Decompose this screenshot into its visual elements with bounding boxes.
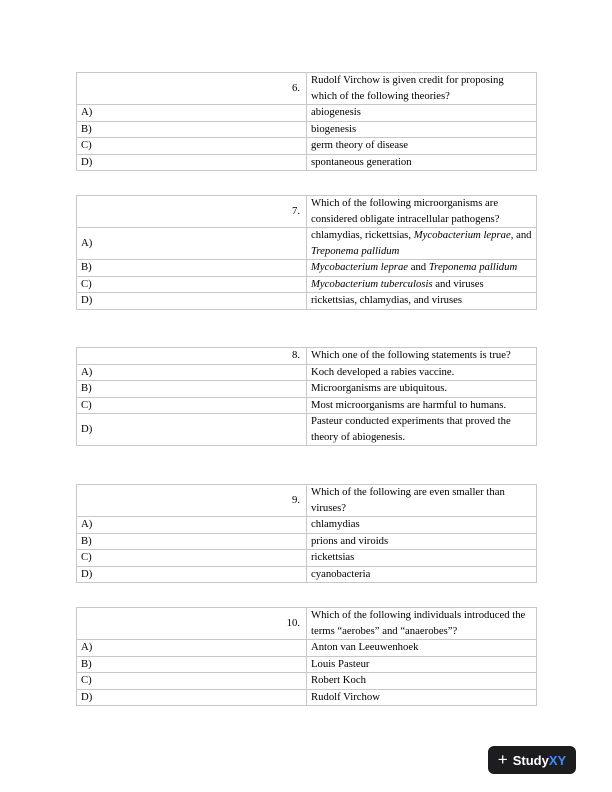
studyxy-badge[interactable] (488, 746, 576, 774)
plus-icon: + (497, 750, 508, 769)
species-name: Treponema pallidum (428, 261, 518, 273)
option-letter: A) (77, 105, 307, 122)
option-letter: A) (77, 228, 307, 260)
question-number: 10. (77, 608, 307, 640)
question-number: 7. (77, 196, 307, 228)
question-text: Which of the following individuals introduced the terms “aerobes” and “anaerobes”? (307, 608, 537, 640)
option-text: Mycobacterium leprae and Treponema pallidum (307, 260, 537, 277)
option-letter: D) (77, 689, 307, 706)
question-table-6 (76, 72, 537, 171)
option-text: chlamydias (307, 517, 537, 534)
option-letter: B) (77, 260, 307, 277)
option-letter: B) (77, 381, 307, 398)
option-letter: C) (77, 397, 307, 414)
question-table-8 (76, 347, 537, 446)
question-table-10 (76, 607, 537, 706)
option-text: Robert Koch (307, 673, 537, 690)
option-letter: D) (77, 414, 307, 446)
option-letter: C) (77, 276, 307, 293)
option-letter: B) (77, 533, 307, 550)
option-text: Anton van Leeuwenhoek (307, 640, 537, 657)
species-name: Mycobacterium leprae (311, 261, 409, 273)
question-text: Which one of the following statements is true? (307, 348, 537, 365)
option-letter: C) (77, 138, 307, 155)
option-text: abiogenesis (307, 105, 537, 122)
option-text: Rudolf Virchow (307, 689, 537, 706)
option-text: biogenesis (307, 121, 537, 138)
option-text: rickettsias (307, 550, 537, 567)
question-table-9 (76, 484, 537, 583)
option-letter: D) (77, 154, 307, 171)
option-letter: C) (77, 673, 307, 690)
question-text: Which of the following microorganisms are considered obligate intracellular pathogens? (307, 196, 537, 228)
badge-prefix: Study (512, 752, 549, 768)
question-number: 8. (77, 348, 307, 365)
option-letter: B) (77, 656, 307, 673)
option-text: Pasteur conducted experiments that proved the theory of abiogenesis. (307, 414, 537, 446)
option-text: Koch developed a rabies vaccine. (307, 364, 537, 381)
option-letter: B) (77, 121, 307, 138)
question-text: Rudolf Virchow is given credit for proposing which of the following theories? (307, 73, 537, 105)
option-text: rickettsias, chlamydias, and viruses (307, 293, 537, 310)
badge-label (513, 753, 566, 768)
badge-suffix: XY (548, 752, 567, 768)
question-table-7 (76, 195, 537, 310)
question-number: 9. (77, 485, 307, 517)
option-letter: C) (77, 550, 307, 567)
option-text: germ theory of disease (307, 138, 537, 155)
question-number: 6. (77, 73, 307, 105)
option-text: Mycobacterium tuberculosis and viruses (307, 276, 537, 293)
option-text: Most microorganisms are harmful to humans. (307, 397, 537, 414)
option-text: chlamydias, rickettsias, Mycobacterium leprae, and Treponema pallidum (307, 228, 537, 260)
option-text: prions and viroids (307, 533, 537, 550)
option-letter: D) (77, 566, 307, 583)
option-letter: A) (77, 640, 307, 657)
species-name: Treponema pallidum (311, 244, 400, 257)
option-letter: A) (77, 517, 307, 534)
option-text: spontaneous generation (307, 154, 537, 171)
option-text: Microorganisms are ubiquitous. (307, 381, 537, 398)
option-text: cyanobacteria (307, 566, 537, 583)
option-text: Louis Pasteur (307, 656, 537, 673)
species-name: Mycobacterium tuberculosis (311, 277, 433, 290)
option-letter: D) (77, 293, 307, 310)
species-name: Mycobacterium leprae (413, 229, 511, 241)
option-letter: A) (77, 364, 307, 381)
question-text: Which of the following are even smaller than viruses? (307, 485, 537, 517)
